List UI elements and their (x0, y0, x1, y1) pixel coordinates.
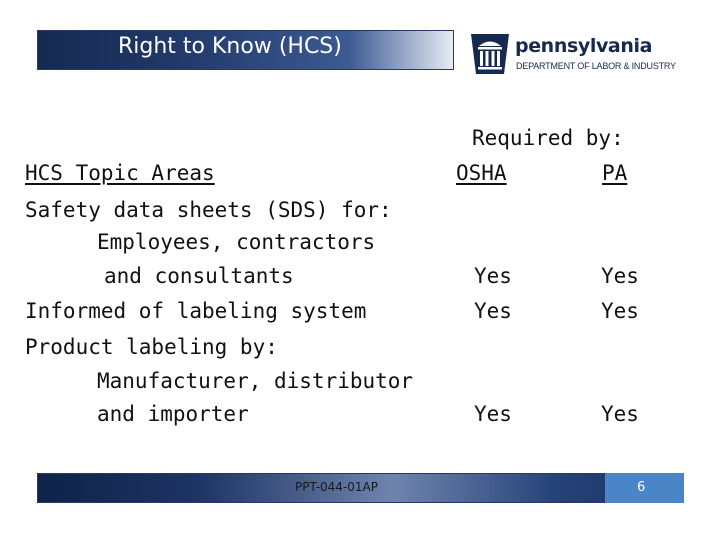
page-number: 6 (637, 480, 646, 495)
row-sds-osha-value: Yes (474, 264, 512, 288)
slide-title: Right to Know (HCS) (118, 34, 342, 59)
row-sds-line3: and consultants (104, 264, 294, 288)
row-labeling-system-osha-value: Yes (474, 299, 512, 323)
row-product-labeling-line3: and importer (97, 402, 249, 426)
row-product-labeling-pa-value: Yes (601, 402, 639, 426)
row-sds-line2: Employees, contractors (97, 230, 376, 254)
topics-heading: HCS Topic Areas (25, 161, 215, 185)
row-product-labeling-line1: Product labeling by: (25, 335, 278, 359)
column-header-pa: PA (602, 161, 628, 185)
row-product-labeling-line2: Manufacturer, distributor (97, 369, 414, 393)
row-product-labeling-osha-value: Yes (474, 402, 512, 426)
document-code: PPT-044-01AP (295, 480, 378, 494)
row-labeling-system-line1: Informed of labeling system (25, 299, 367, 323)
row-sds-pa-value: Yes (601, 264, 639, 288)
row-sds-line1: Safety data sheets (SDS) for: (25, 198, 392, 222)
logo-department: DEPARTMENT OF LABOR & INDUSTRY (516, 61, 676, 71)
row-labeling-system-pa-value: Yes (601, 299, 639, 323)
keystone-capitol-icon (468, 30, 512, 78)
pennsylvania-logo (468, 30, 690, 78)
required-by-label: Required by: (472, 126, 624, 150)
column-header-osha: OSHA (456, 161, 507, 185)
logo-wordmark: pennsylvania (515, 35, 653, 57)
